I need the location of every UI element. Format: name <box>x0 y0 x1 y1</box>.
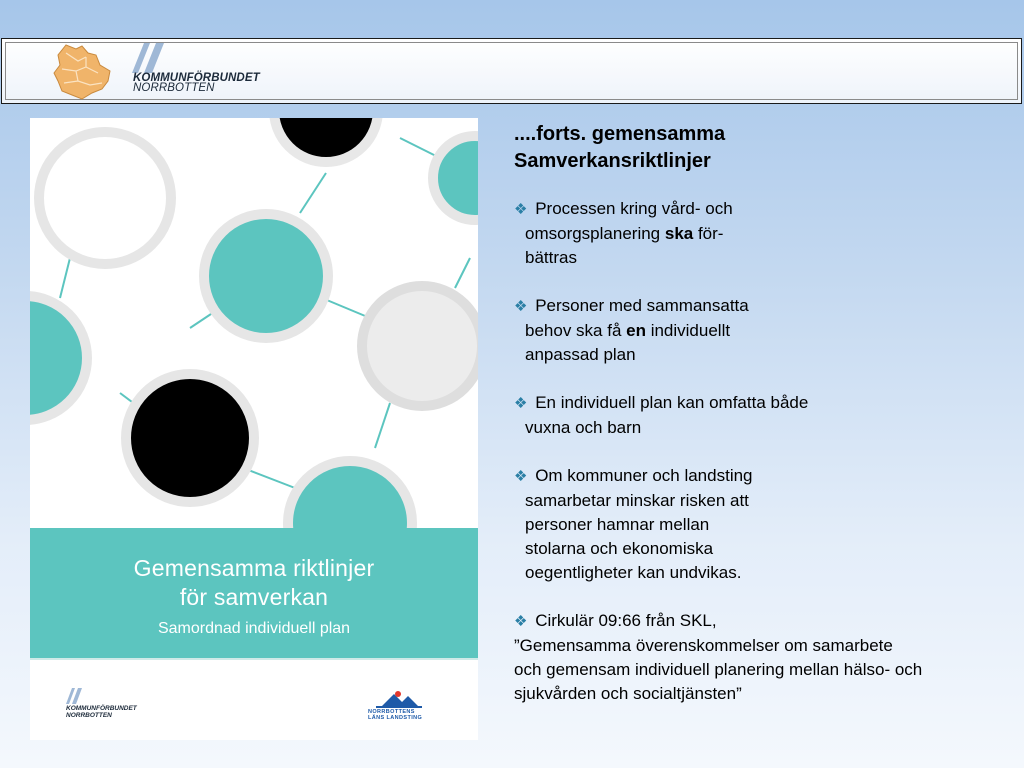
bullet4-line2: samarbetar minskar risken att <box>525 491 749 510</box>
heading-line2: Samverkansriktlinjer <box>514 150 711 172</box>
bullet2-line1: Personer med sammansatta <box>535 296 749 315</box>
logo-line2: NORRBOTTEN <box>133 82 215 94</box>
bullet2-line2a: behov ska få <box>525 321 627 340</box>
cover-circles <box>30 118 478 528</box>
slide-heading <box>514 121 1004 175</box>
cover-title-line2: för samverkan <box>179 584 329 610</box>
footer-logo2-line1: NORRBOTTENS <box>368 709 415 715</box>
bullet-item-3 <box>514 391 1004 440</box>
diamond-bullet-icon: ❖ <box>514 613 528 630</box>
footer-kommunforbundet-text <box>66 706 137 719</box>
bullet3-line1: En individuell plan kan omfatta både <box>535 393 809 412</box>
diamond-bullet-icon: ❖ <box>514 468 528 485</box>
slide-content <box>514 121 1004 730</box>
cover-circle-network <box>30 118 478 528</box>
bullet4-line1: Om kommuner och landsting <box>535 466 753 485</box>
bullet-item-1 <box>514 197 1004 270</box>
cover-title <box>30 554 478 612</box>
bullet-item-2 <box>514 294 1004 367</box>
footer-landsting-text <box>368 709 422 721</box>
bullet1-line1: Processen kring vård- och <box>535 199 733 218</box>
bullet4-line5: oegentligheter kan undvikas. <box>525 563 742 582</box>
cover-title-band <box>30 528 478 658</box>
footer-logo1-line1: KOMMUNFÖRBUNDET <box>66 705 137 712</box>
footer-landsting-logo-icon <box>368 688 428 708</box>
diamond-bullet-icon: ❖ <box>514 395 528 412</box>
bullet5-line3: och gemensam individuell planering mellan hälso- och <box>514 660 923 679</box>
bullet5-line4: sjukvården och socialtjänsten” <box>514 684 742 703</box>
bullet2-line3: anpassad plan <box>525 345 636 364</box>
bullet1-bold: ska <box>664 224 694 243</box>
bullet1-line2a: omsorgsplanering <box>525 224 665 243</box>
bullet3-line2: vuxna och barn <box>525 418 642 437</box>
cover-title-line1: Gemensamma riktlinjer <box>133 555 375 581</box>
bullet4-line3: personer hamnar mellan <box>525 515 710 534</box>
footer-logo2-line2: LÄNS LANDSTING <box>368 715 423 721</box>
footer-logo1-line2: NORRBOTTEN <box>66 711 112 719</box>
kommunforbundet-logo-text <box>133 73 260 93</box>
heading-line1: ....forts. gemensamma <box>514 123 726 145</box>
header-bar <box>1 38 1022 104</box>
bullet5-line1: Cirkulär 09:66 från SKL, <box>535 611 717 630</box>
bullet-item-4 <box>514 464 1004 585</box>
cover-subtitle: Samordnad individuell plan <box>157 620 351 637</box>
bullet-item-5 <box>514 609 1004 706</box>
bullet4-line4: stolarna och ekonomiska <box>525 539 714 558</box>
logo-line1: KOMMUNFÖRBUNDET <box>133 72 260 84</box>
brochure-cover-image <box>30 118 478 740</box>
footer-kommunforbundet-stripes-icon <box>66 688 86 704</box>
diamond-bullet-icon: ❖ <box>514 298 528 315</box>
bullet2-line2c: individuellt <box>645 321 731 340</box>
bullet1-line3: bättras <box>525 248 577 267</box>
kommunforbundet-stripes-icon <box>132 43 172 73</box>
bullet5-line2: ”Gemensamma överenskommelser om samarbete <box>514 636 893 655</box>
bullet1-line2c: för- <box>693 224 724 243</box>
norrbotten-map-logo-icon <box>52 43 114 101</box>
diamond-bullet-icon: ❖ <box>514 201 528 218</box>
bullet2-bold: en <box>626 321 646 340</box>
